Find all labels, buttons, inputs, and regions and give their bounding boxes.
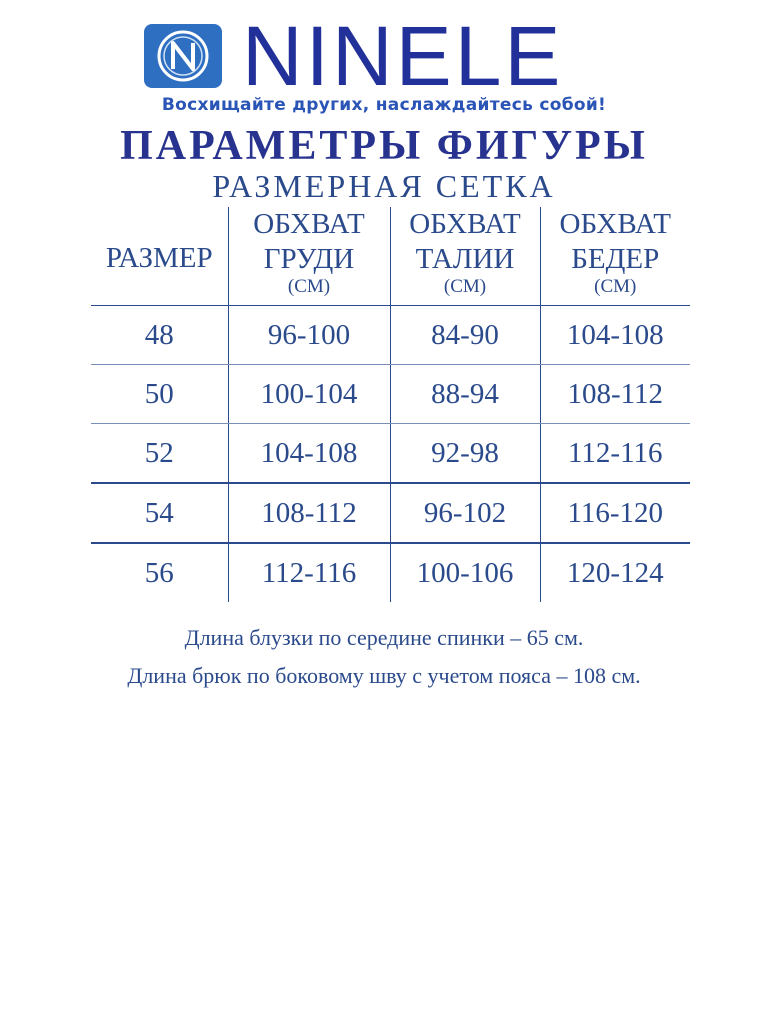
cell-chest: 100-104 xyxy=(228,365,390,424)
cell-waist: 88-94 xyxy=(390,365,540,424)
header-chest-line1: ОБХВАТ xyxy=(253,208,365,240)
header-chest xyxy=(228,207,390,306)
table-row xyxy=(91,424,690,484)
header-hips-unit: (СМ) xyxy=(594,276,637,297)
size-chart-table xyxy=(91,207,690,602)
cell-waist: 92-98 xyxy=(390,424,540,484)
table-row xyxy=(91,483,690,543)
header-hips-line2: БЕДЕР xyxy=(571,243,660,275)
header-hips-line1: ОБХВАТ xyxy=(559,208,671,240)
brand-slogan: Восхищайте других, наслаждайтесь собой! xyxy=(161,95,607,115)
cell-hips: 112-116 xyxy=(540,424,690,484)
cell-size: 52 xyxy=(91,424,228,484)
cell-size: 56 xyxy=(144,556,174,589)
cell-waist: 84-90 xyxy=(390,306,540,365)
brand-wordmark: NINELE xyxy=(242,9,564,103)
table-row xyxy=(91,543,690,602)
cell-chest: 96-100 xyxy=(228,306,390,365)
cell-waist: 96-102 xyxy=(390,483,540,543)
page-subtitle: РАЗМЕРНАЯ СЕТКА xyxy=(212,168,556,204)
cell-size: 54 xyxy=(91,483,228,543)
cell-hips: 104-108 xyxy=(540,306,690,365)
cell-size: 48 xyxy=(91,306,228,365)
header-size-label: РАЗМЕР xyxy=(105,242,213,274)
page-title: ПАРАМЕТРЫ ФИГУРЫ xyxy=(120,123,648,169)
cell-hips: 120-124 xyxy=(540,543,690,602)
header-waist-line1: ОБХВАТ xyxy=(409,208,521,240)
cell-hips: 116-120 xyxy=(540,483,690,543)
header-chest-unit: (СМ) xyxy=(287,276,331,297)
header-size xyxy=(91,207,228,306)
note-trousers-length: Длина брюк по боковому шву с учетом пояса – 108 см. xyxy=(127,663,641,688)
cell-waist: 100-106 xyxy=(390,543,540,602)
header-hips xyxy=(540,207,690,306)
brand-logo xyxy=(144,9,644,103)
header-chest-line2: ГРУДИ xyxy=(263,243,355,275)
table-header-row xyxy=(91,207,690,306)
cell-chest: 104-108 xyxy=(228,424,390,484)
header-waist xyxy=(390,207,540,306)
cell-chest: 112-116 xyxy=(228,543,390,602)
header-waist-unit: (СМ) xyxy=(443,276,487,297)
cell-chest: 108-112 xyxy=(228,483,390,543)
header-waist-line2: ТАЛИИ xyxy=(415,243,515,275)
logo-n-icon xyxy=(144,24,222,88)
note-blouse-length: Длина блузки по середине спинки – 65 см. xyxy=(184,625,584,650)
table-row xyxy=(91,306,690,365)
cell-hips: 108-112 xyxy=(540,365,690,424)
table-row xyxy=(91,365,690,424)
cell-size: 50 xyxy=(91,365,228,424)
